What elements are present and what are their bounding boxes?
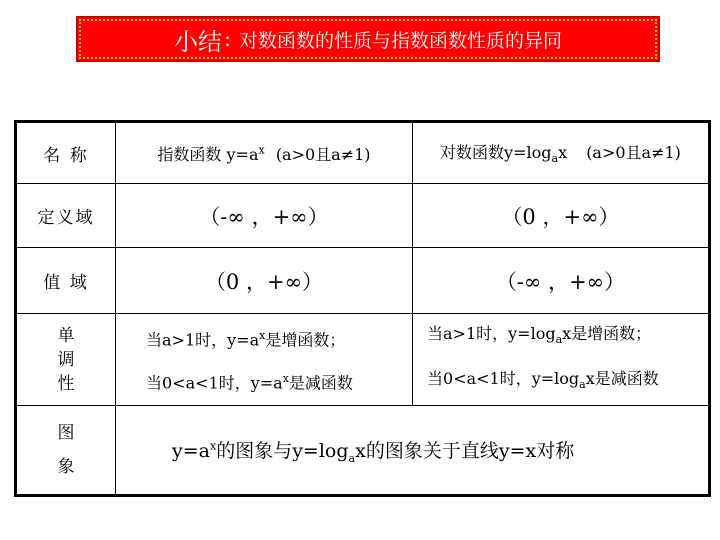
- monotonic-log-line1: [427, 315, 704, 359]
- table-row-monotonic: [16, 314, 710, 406]
- domain-exp-cell: （-∞ ，+∞）: [116, 184, 413, 248]
- title-banner: [76, 16, 660, 62]
- text-segment: 当a>1时，y=log: [427, 324, 556, 344]
- header-log-sub: a: [551, 152, 559, 166]
- range-exp-cell: （0 ，+∞）: [116, 248, 413, 314]
- text-segment: y=a: [172, 439, 210, 462]
- text-segment: x是增函数；: [562, 324, 652, 344]
- header-exp-cond: (a>0且a≠1): [275, 144, 371, 164]
- text-segment: 当a>1时，y=a: [146, 330, 260, 350]
- text-segment: 的图象与y=log: [216, 439, 349, 462]
- monotonic-name-char: 单: [57, 325, 75, 346]
- text-segment: 当0<a<1时，y=log: [427, 368, 580, 388]
- header-exp-label: 指数函数 y=a: [157, 144, 259, 164]
- superscript: x: [282, 371, 289, 385]
- text-segment: x是减函数: [585, 368, 659, 388]
- monotonic-exp-line1: [146, 317, 408, 359]
- header-exp-sup: x: [258, 143, 265, 157]
- subscript: a: [555, 333, 563, 347]
- monotonic-name-char: 性: [57, 373, 75, 394]
- table-row-graph: [16, 406, 710, 496]
- monotonic-exp-line2: [146, 360, 408, 402]
- graph-name-cell: [16, 406, 116, 496]
- range-log-cell: （-∞ ，+∞）: [413, 248, 710, 314]
- table-row-domain: [16, 184, 710, 248]
- superscript: x: [209, 439, 217, 453]
- header-log-cond: (a>0且a≠1): [586, 143, 681, 163]
- comparison-table: [14, 120, 711, 497]
- graph-name-char: 图: [57, 423, 75, 443]
- graph-name-char: 象: [57, 457, 75, 477]
- table-row-range: [16, 248, 710, 314]
- monotonic-log-line2: [427, 360, 704, 404]
- monotonic-name-cell: [16, 314, 116, 406]
- monotonic-name-char: 调: [57, 349, 75, 370]
- header-log-var: x: [558, 143, 568, 163]
- text-segment: 是减函数: [288, 372, 353, 392]
- text-segment: 当0<a<1时，y=a: [146, 372, 283, 392]
- table-row-header: [16, 122, 710, 184]
- monotonic-exp-cell: [116, 314, 413, 406]
- title-lead: 小结: [173, 27, 222, 56]
- monotonic-log-cell: [413, 314, 710, 406]
- domain-log-cell: （0 ，+∞）: [413, 184, 710, 248]
- header-name-cell: 名 称: [16, 122, 116, 184]
- text-segment: x的图象关于直线y=x对称: [355, 439, 575, 462]
- subscript: a: [579, 377, 586, 391]
- graph-desc-cell: [116, 406, 710, 496]
- domain-name-cell: 定义域: [16, 184, 116, 248]
- title-separator: :: [223, 27, 232, 51]
- header-exp-cell: [116, 122, 413, 184]
- superscript: x: [259, 329, 266, 343]
- text-segment: 是增函数；: [265, 330, 346, 350]
- header-log-label: 对数函数y=log: [440, 143, 552, 163]
- subscript: a: [348, 451, 356, 465]
- header-log-cell: [413, 122, 710, 184]
- title-rest: 对数函数的性质与指数函数性质的异同: [239, 29, 563, 52]
- range-name-cell: 值 域: [16, 248, 116, 314]
